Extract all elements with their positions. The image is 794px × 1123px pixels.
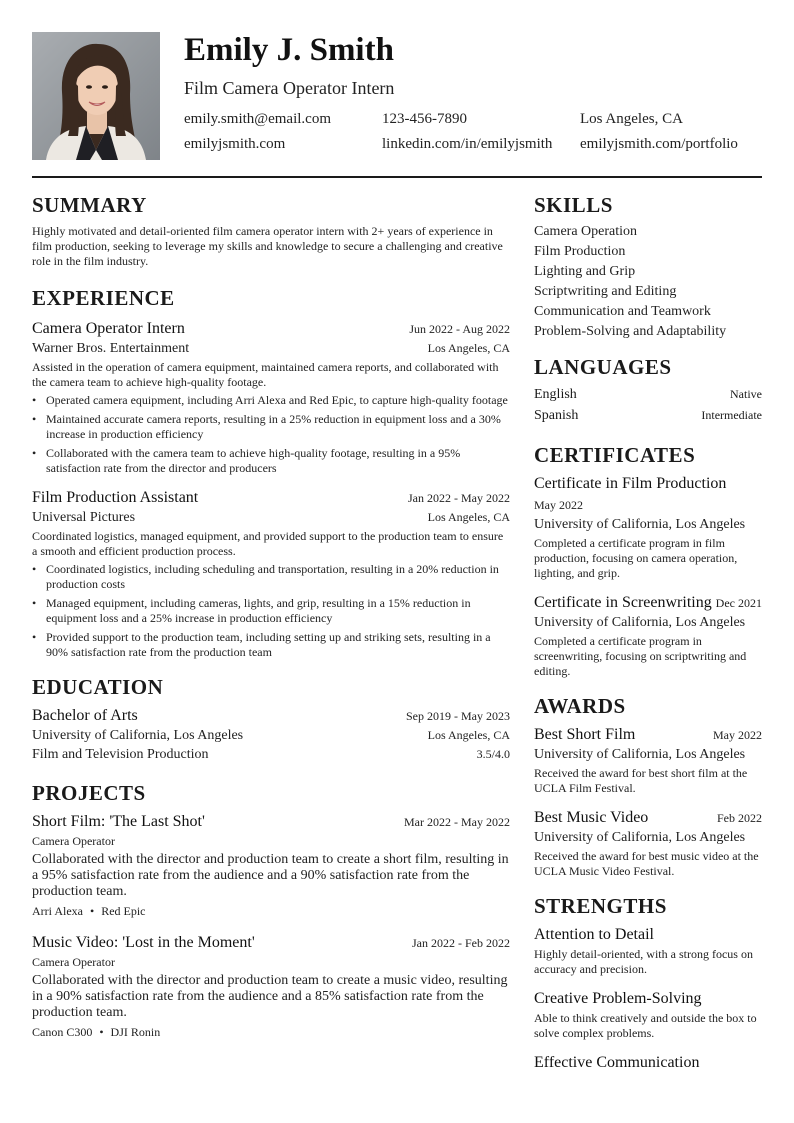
award-issuer: University of California, Los Angeles <box>534 830 746 845</box>
education-dates: Sep 2019 - May 2023 <box>406 709 510 723</box>
certificate-date: Dec 2021 <box>715 596 762 610</box>
project-dates: Mar 2022 - May 2022 <box>404 815 510 829</box>
tool-tag: Canon C300 <box>32 1025 93 1039</box>
contact-linkedin[interactable]: linkedin.com/in/emilyjsmith <box>382 136 553 152</box>
education-school: University of California, Los Angeles <box>32 728 244 743</box>
experience-role: Film Production Assistant <box>32 489 199 506</box>
experience-dates: Jun 2022 - Aug 2022 <box>409 322 510 336</box>
award-item <box>534 808 762 879</box>
award-name: Best Short Film <box>534 726 636 743</box>
certificate-name: Certificate in Film Production <box>534 475 727 492</box>
strength-name: Effective Communication <box>534 1054 700 1071</box>
project-dates: Jan 2022 - Feb 2022 <box>412 936 510 950</box>
experience-company: Universal Pictures <box>32 510 136 525</box>
project-description: Collaborated with the director and production team to create a short film, resulting in a 95% satisfaction rate from the audience and a 90% satisfaction rate from the production team. <box>32 852 509 899</box>
certificate-description: Completed a certificate program in film production, focusing on camera operation, lighting, and grip. <box>534 536 738 580</box>
education-section <box>32 674 510 764</box>
skill-item: Problem-Solving and Adaptability <box>534 324 727 339</box>
strength-description: Able to think creatively and outside the box to solve complex problems. <box>534 1011 757 1040</box>
project-description: Collaborated with the director and production team to create a music video, resulting in a 90% satisfaction rate from the audience and a 85% satisfaction rate from the production team. <box>32 973 508 1020</box>
strength-name: Attention to Detail <box>534 926 654 943</box>
experience-location: Los Angeles, CA <box>427 341 510 355</box>
header-divider <box>32 176 762 178</box>
section-title: STRENGTHS <box>534 894 667 918</box>
skill-item: Film Production <box>534 244 626 259</box>
language-row <box>534 384 762 405</box>
section-title: CERTIFICATES <box>534 443 696 467</box>
language-row <box>534 405 762 426</box>
skills-section <box>534 192 762 342</box>
project-role: Camera Operator <box>32 834 115 848</box>
strength-name: Creative Problem-Solving <box>534 990 702 1007</box>
education-location: Los Angeles, CA <box>427 728 510 742</box>
contact-email[interactable]: emily.smith@email.com <box>184 111 331 127</box>
strength-item <box>534 989 762 1041</box>
project-tools <box>32 903 510 919</box>
certificate-item <box>534 474 762 581</box>
section-title: AWARDS <box>534 694 626 718</box>
section-title: EXPERIENCE <box>32 286 175 310</box>
contact-phone[interactable]: 123-456-7890 <box>382 111 467 127</box>
award-name: Best Music Video <box>534 809 649 826</box>
certificates-section <box>534 442 762 679</box>
certificate-description: Completed a certificate program in screenwriting, focusing on scriptwriting and editing. <box>534 634 747 678</box>
strength-item <box>534 925 762 977</box>
strengths-section <box>534 893 762 1073</box>
section-title: PROJECTS <box>32 781 146 805</box>
experience-bullets <box>32 393 510 476</box>
skill-item: Lighting and Grip <box>534 264 636 279</box>
skill-item: Camera Operation <box>534 224 638 239</box>
certificate-name: Certificate in Screenwriting <box>534 594 712 611</box>
contact-portfolio[interactable]: emilyjsmith.com/portfolio <box>580 136 738 152</box>
experience-item <box>32 319 510 476</box>
language-level: Intermediate <box>701 408 762 422</box>
contact-location: Los Angeles, CA <box>580 111 683 127</box>
left-column <box>32 192 510 1040</box>
award-item <box>534 725 762 796</box>
awards-section <box>534 693 762 879</box>
profile-photo <box>32 32 160 160</box>
tool-tag: DJI Ronin <box>110 1025 161 1039</box>
experience-bullets <box>32 562 510 660</box>
experience-company: Warner Bros. Entertainment <box>32 341 190 356</box>
language-name: Spanish <box>534 408 579 423</box>
section-title: EDUCATION <box>32 675 164 699</box>
list-item: • Collaborated with the camera team to achieve high-quality footage, resulting in a 95% satisfaction rate from the director and producers <box>32 446 510 476</box>
award-date: May 2022 <box>713 728 762 742</box>
certificate-issuer: University of California, Los Angeles <box>534 615 746 630</box>
candidate-title: Film Camera Operator Intern <box>184 78 395 98</box>
experience-description: Coordinated logistics, managed equipment, and provided support to the production team to ensure a smooth and efficient production process. <box>32 529 504 558</box>
project-item <box>32 933 510 1040</box>
right-column <box>534 192 762 1073</box>
separator-dot-icon: • <box>99 1025 104 1039</box>
list-item: • Provided support to the production team, including setting up and striking sets, resulting in a 90% satisfaction rate from the production team <box>32 630 510 660</box>
resume-header <box>32 32 762 160</box>
candidate-name: Emily J. Smith <box>184 32 394 68</box>
certificate-item <box>534 593 762 679</box>
contact-website[interactable]: emilyjsmith.com <box>184 136 286 152</box>
award-description: Received the award for best short film at the UCLA Film Festival. <box>534 766 748 795</box>
language-level: Native <box>730 387 762 401</box>
language-name: English <box>534 387 577 402</box>
skill-item: Scriptwriting and Editing <box>534 284 677 299</box>
certificate-issuer: University of California, Los Angeles <box>534 517 746 532</box>
summary-text: Highly motivated and detail-oriented film camera operator intern with 2+ years of experience in film production, seeking to leverage my skills and knowledge to secure a challenging and creative role in the film industry. <box>32 224 503 268</box>
project-name: Music Video: 'Lost in the Moment' <box>32 934 255 951</box>
award-issuer: University of California, Los Angeles <box>534 747 746 762</box>
tool-tag: Arri Alexa <box>32 904 83 918</box>
list-item: • Maintained accurate camera reports, resulting in a 25% reduction in equipment loss and a 30% increase in production efficiency <box>32 412 510 442</box>
education-gpa: 3.5/4.0 <box>476 747 510 761</box>
experience-dates: Jan 2022 - May 2022 <box>408 491 510 505</box>
list-item: • Managed equipment, including cameras, lights, and grip, resulting in a 15% reduction in equipment loss and a 25% increase in production efficiency <box>32 596 510 626</box>
certificate-date: May 2022 <box>534 498 583 512</box>
languages-section <box>534 354 762 426</box>
skill-item: Communication and Teamwork <box>534 304 711 319</box>
experience-role: Camera Operator Intern <box>32 320 185 337</box>
projects-section <box>32 780 510 1040</box>
strength-item <box>534 1053 762 1073</box>
section-title: LANGUAGES <box>534 355 672 379</box>
list-item: • Coordinated logistics, including scheduling and transportation, resulting in a 20% reduction in production costs <box>32 562 510 592</box>
separator-dot-icon: • <box>89 904 95 918</box>
list-item: • Operated camera equipment, including Arri Alexa and Red Epic, to capture high-quality footage <box>32 393 510 408</box>
experience-description: Assisted in the operation of camera equipment, maintained camera reports, and collaborated with the camera team to achieve high-quality footage. <box>32 360 499 389</box>
section-title: SUMMARY <box>32 193 147 217</box>
experience-location: Los Angeles, CA <box>427 510 510 524</box>
project-item <box>32 812 510 919</box>
section-title: SKILLS <box>534 193 613 217</box>
portrait-image <box>32 32 160 160</box>
project-name: Short Film: 'The Last Shot' <box>32 813 205 830</box>
experience-section <box>32 285 510 660</box>
award-description: Received the award for best music video at the UCLA Music Video Festival. <box>534 849 759 878</box>
strength-description: Highly detail-oriented, with a strong focus on accuracy and precision. <box>534 947 753 976</box>
experience-item <box>32 488 510 660</box>
award-date: Feb 2022 <box>717 811 762 825</box>
project-tools <box>32 1024 510 1040</box>
education-degree: Bachelor of Arts <box>32 707 138 724</box>
project-role: Camera Operator <box>32 955 115 969</box>
tool-tag: Red Epic <box>101 904 146 918</box>
summary-section <box>32 192 510 269</box>
education-field: Film and Television Production <box>32 747 209 762</box>
